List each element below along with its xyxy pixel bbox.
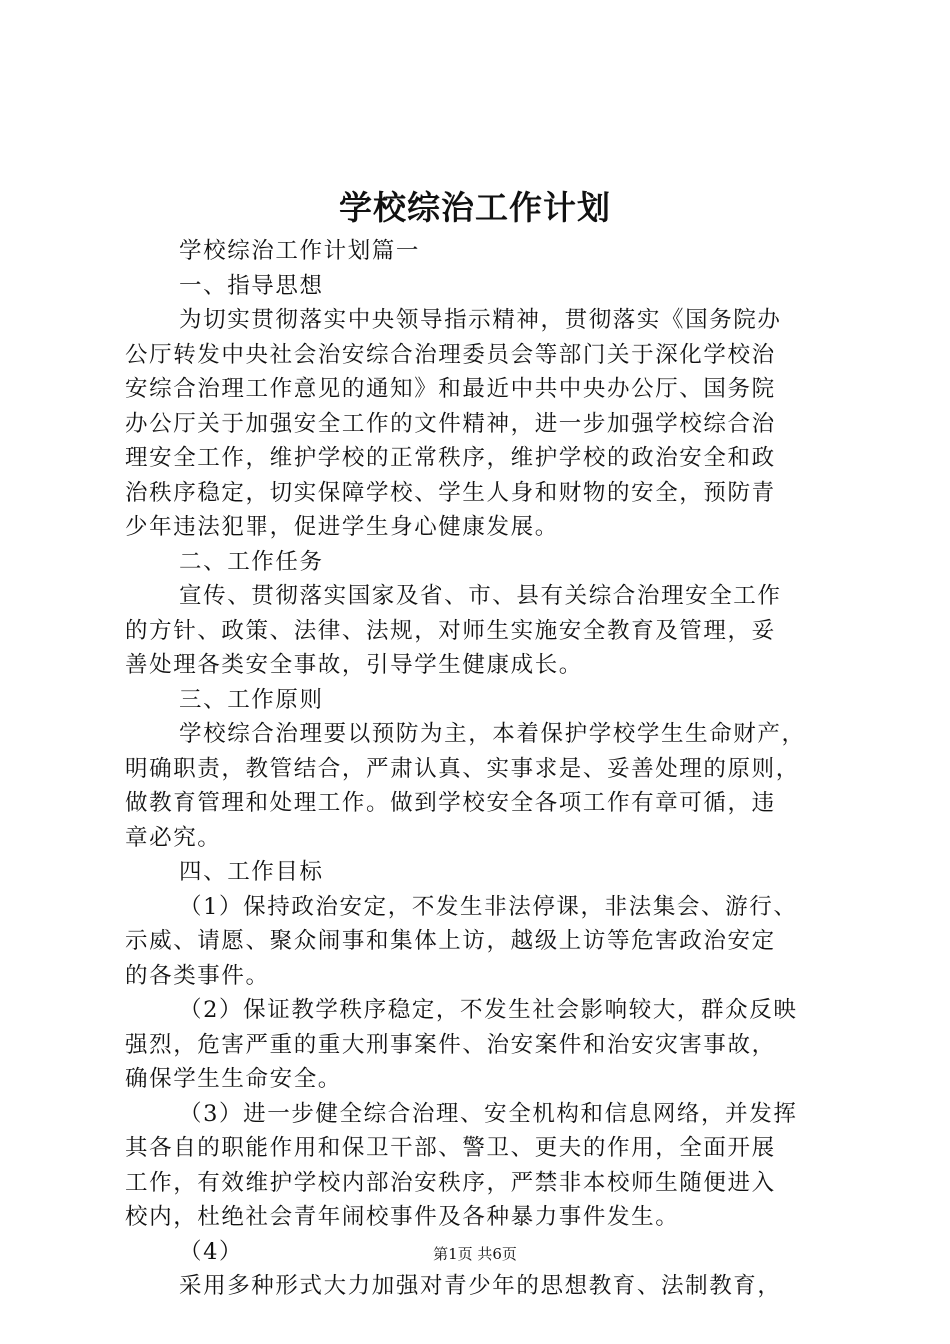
body-line: （2）保证教学秩序稳定，不发生社会影响较大，群众反映 — [179, 997, 798, 1023]
body-line: 校内，杜绝社会青年闹校事件及各种暴力事件发生。 — [125, 1204, 680, 1230]
body-line: 示威、请愿、聚众闹事和集体上访，越级上访等危害政治安定 — [125, 928, 776, 954]
body-line: 理安全工作，维护学校的正常秩序，维护学校的政治安全和政 — [125, 445, 776, 471]
body-line: 明确职责，教管结合，严肃认真、实事求是、妥善处理的原则， — [125, 755, 800, 782]
body-line: 四、工作目标 — [179, 859, 324, 885]
body-line: 确保学生生命安全。 — [125, 1066, 342, 1092]
body-line: 章必究。 — [125, 824, 222, 851]
document-body — [125, 234, 831, 1304]
body-line: 治秩序稳定，切实保障学校、学生人身和财物的安全，预防青 — [125, 479, 776, 506]
body-line: 做教育管理和处理工作。做到学校安全各项工作有章可循，违 — [125, 790, 776, 816]
body-line: 二、工作任务 — [179, 548, 324, 575]
body-line: 善处理各类安全事故，引导学生健康成长。 — [125, 652, 583, 678]
body-line: 的方针、政策、法律、法规，对师生实施安全教育及管理，妥 — [125, 617, 776, 644]
body-line: （4） — [179, 1238, 244, 1265]
body-line: 为切实贯彻落实中央领导指示精神，贯彻落实《国务院办 — [179, 307, 782, 333]
body-line: 宣传、贯彻落实国家及省、市、县有关综合治理安全工作 — [179, 583, 782, 609]
body-line: 强烈，危害严重的重大刑事案件、治安案件和治安灾害事故， — [125, 1031, 776, 1058]
body-line: 采用多种形式大力加强对青少年的思想教育、法制教育， — [179, 1273, 782, 1299]
body-line: （3）进一步健全综合治理、安全机构和信息网络，并发挥 — [179, 1100, 798, 1127]
document-title: 学校综治工作计划 — [339, 188, 611, 227]
body-line: 安综合治理工作意见的通知》和最近中共中央办公厅、国务院 — [125, 376, 776, 402]
body-line: （1）保持政治安定，不发生非法停课，非法集会、游行、 — [179, 893, 798, 920]
body-line: 其各自的职能作用和保卫干部、警卫、更夫的作用，全面开展 — [125, 1135, 776, 1161]
body-line: 学校综治工作计划篇一 — [179, 238, 421, 264]
body-line: 的各类事件。 — [125, 962, 270, 989]
body-line: 一、指导思想 — [179, 272, 324, 299]
body-line: 学校综合治理要以预防为主，本着保护学校学生生命财产， — [179, 721, 806, 747]
body-line: 工作，有效维护学校内部治安秩序，严禁非本校师生随便进入 — [125, 1169, 776, 1196]
body-line: 公厅转发中央社会治安综合治理委员会等部门关于深化学校治 — [125, 341, 776, 368]
body-line: 三、工作原则 — [179, 686, 324, 713]
body-line: 办公厅关于加强安全工作的文件精神，进一步加强学校综合治 — [125, 410, 776, 437]
page-footer: 第1页 共6页 — [433, 1245, 517, 1263]
body-line: 少年违法犯罪，促进学生身心健康发展。 — [125, 514, 559, 540]
